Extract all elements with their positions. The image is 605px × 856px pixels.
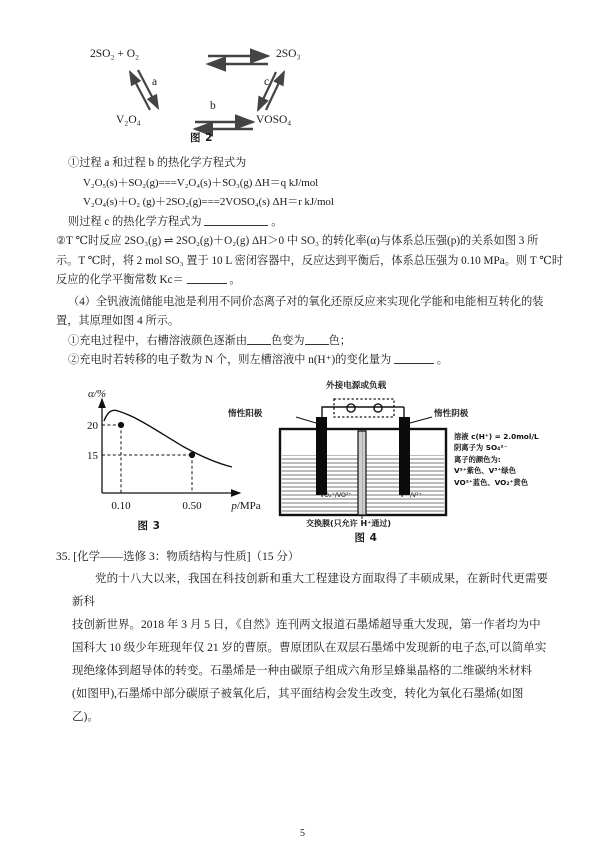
section-4-item-1-prefix: ①充电过程中，右槽溶液颜色逐渐由 — [68, 334, 248, 347]
y-tick-15: 15 — [87, 449, 98, 462]
note-concentration: 溶液 c(H⁺) = 2.0mol/L — [454, 431, 539, 441]
paragraph-line-5: (如图甲),石墨烯中部分碳原子被氧化后，其平面结构会发生改变，转化为氧化石墨烯(如图 — [72, 687, 524, 700]
x-axis-label: p/MPa — [231, 499, 261, 512]
ion-exchange-membrane — [358, 431, 366, 515]
paragraph-line-4: 现绝缘体到超导体的转变。石墨烯是一种由碳原子组成六角形呈蜂巢晶格的二维碳纳米材料 — [72, 664, 532, 677]
cathode-electrode — [399, 417, 410, 495]
figure-3-caption: 图 3 — [137, 519, 161, 532]
item-2-line-2: 示。T ℃时，将 2 mol SO₃ 置于 10 L 密闭容器中，反应达到平衡后，体系总压强为 0.10 MPa。则 T ℃时 — [56, 254, 564, 267]
figure-4-caption: 图 4 — [354, 531, 378, 544]
section-4-item-1 — [56, 332, 548, 352]
fig2-bottom-left-label: V₂O₄ — [116, 114, 141, 126]
external-circuit-label: 外接电源或负载 — [326, 380, 387, 391]
anode-label: 惰性阳极 — [228, 408, 263, 419]
fig2-top-left-label: 2SO₂ + O₂ — [90, 48, 140, 60]
leader-cathode — [410, 417, 432, 423]
figure-3-svg — [68, 381, 278, 517]
item-1-tail-suffix: 。 — [271, 215, 283, 228]
section-4-block — [56, 293, 548, 371]
paragraph-line-1: 党的十八大以来，我国在科技创新和重大工程建设方面取得了丰硕成果，在新时代更需要新科 — [72, 572, 548, 608]
note-colors-line-1: V²⁺紫色、V³⁺绿色 — [454, 466, 516, 476]
y-axis-label: α/% — [88, 387, 106, 400]
right-cell-species-label: V³⁺/V²⁺ — [400, 491, 423, 499]
question-35-paragraph — [56, 568, 548, 729]
anode-electrode — [316, 417, 327, 495]
data-point-1 — [118, 421, 124, 427]
answer-blank-color-to[interactable] — [305, 333, 329, 345]
figure-4-notes — [454, 431, 539, 489]
figure-2-caption: 图 2 — [190, 132, 213, 144]
answer-blank-kc[interactable] — [187, 272, 227, 284]
power-source-box — [334, 399, 394, 417]
figure-3-chart — [68, 381, 278, 533]
section-3-block — [56, 154, 564, 291]
leader-anode — [296, 417, 316, 423]
y-tick-20: 20 — [87, 419, 98, 432]
paragraph-line-2: 技创新世界。2018 年 3 月 5 日，《自然》连刊两文报道石墨烯超导重大发现，第一作者均为中 — [72, 618, 541, 631]
section-4-item-2 — [56, 351, 548, 371]
fig2-process-a-label: a — [152, 76, 158, 88]
question-35-heading: 35. [化学——选修 3：物质结构与性质]（15 分） — [56, 550, 300, 563]
fig2-process-b-label: b — [210, 100, 216, 112]
section-4-item-1-suffix: 色； — [328, 334, 351, 347]
item-2-line-3-suffix: 。 — [229, 274, 241, 286]
page-content — [56, 38, 564, 729]
conversion-curve — [104, 410, 232, 467]
wire-left — [322, 407, 394, 421]
item-2-line-3 — [56, 271, 548, 291]
thermochemical-equation-1: V₂O₅(s)＋SO₂(g)===V₂O₄(s)＋SO₃(g) ΔH＝q kJ/mol — [83, 176, 319, 189]
page-number: 5 — [300, 828, 305, 839]
membrane-label: 交换膜(只允许 H⁺通过) — [306, 518, 392, 528]
x-tick-010: 0.10 — [111, 499, 131, 512]
paragraph-line-3: 国科大 10 级少年班现年仅 21 岁的曹原。曹原团队在双层石墨烯中发现新的电子态,可以简单实 — [72, 641, 547, 654]
terminal-circle-left — [347, 403, 355, 411]
question-35 — [56, 547, 548, 729]
item-2-line-3-prefix: 反应的化学平衡常数 Kc＝ — [56, 274, 184, 286]
figures-row — [56, 380, 548, 544]
section-4-intro-line-2: 置，其原理如图 4 所示。 — [56, 315, 180, 327]
item-1-tail-prefix: 则过程 c 的热化学方程式为 — [68, 215, 202, 228]
item-1-prompt: ①过程 a 和过程 b 的热化学方程式为 — [68, 157, 247, 169]
cathode-label: 惰性阴极 — [434, 408, 469, 419]
section-4-item-2-suffix: 。 — [436, 354, 448, 366]
section-4-item-2-prefix: ②充电时若转移的电子数为 N 个，则左槽溶液中 n(H⁺)的变化量为 — [68, 354, 392, 366]
paragraph-line-6: 乙)。 — [72, 710, 99, 723]
answer-blank-proton-change[interactable] — [394, 352, 434, 364]
answer-blank-process-c[interactable] — [204, 214, 268, 226]
answer-blank-color-from[interactable] — [247, 333, 271, 345]
x-tick-050: 0.50 — [182, 499, 202, 512]
section-4-intro-line-1: （4）全钒液流储能电池是利用不同价态离子对的氧化还原反应来实现化学能和电能相互转化的装 — [68, 295, 544, 308]
section-4-item-1-mid: 色变为 — [271, 334, 305, 347]
fig2-bottom-right-label: VOSO₄ — [256, 114, 292, 126]
item-2-line-1: ②T ℃时反应 2SO₃(g) ⇌ 2SO₂(g)＋O₂(g) ΔH＞0 中 SO₃ 的转化率(α)与体系总压强(p)的关系如图 3 所 — [56, 235, 539, 247]
figure-2-reaction-cycle — [90, 38, 390, 150]
item-1-tail — [56, 213, 548, 233]
fig2-process-c-label: c — [264, 76, 270, 88]
note-anion: 阴离子为 SO₄²⁻ — [454, 443, 508, 453]
data-point-2 — [189, 451, 195, 457]
terminal-circle-right — [374, 403, 382, 411]
left-cell-species-label: VO₂⁺/VO²⁺ — [320, 491, 352, 499]
note-colors-header: 离子的颜色为: — [454, 454, 501, 464]
fig2-top-right-label: 2SO₃ — [276, 48, 301, 60]
note-colors-line-2: VO²⁺蓝色、VO₂⁺黄色 — [454, 477, 529, 487]
thermochemical-equation-2: V₂O₄(s)＋O₂ (g)＋2SO₂(g)===2VOSO₄(s) ΔH＝r kJ/mol — [83, 196, 334, 208]
